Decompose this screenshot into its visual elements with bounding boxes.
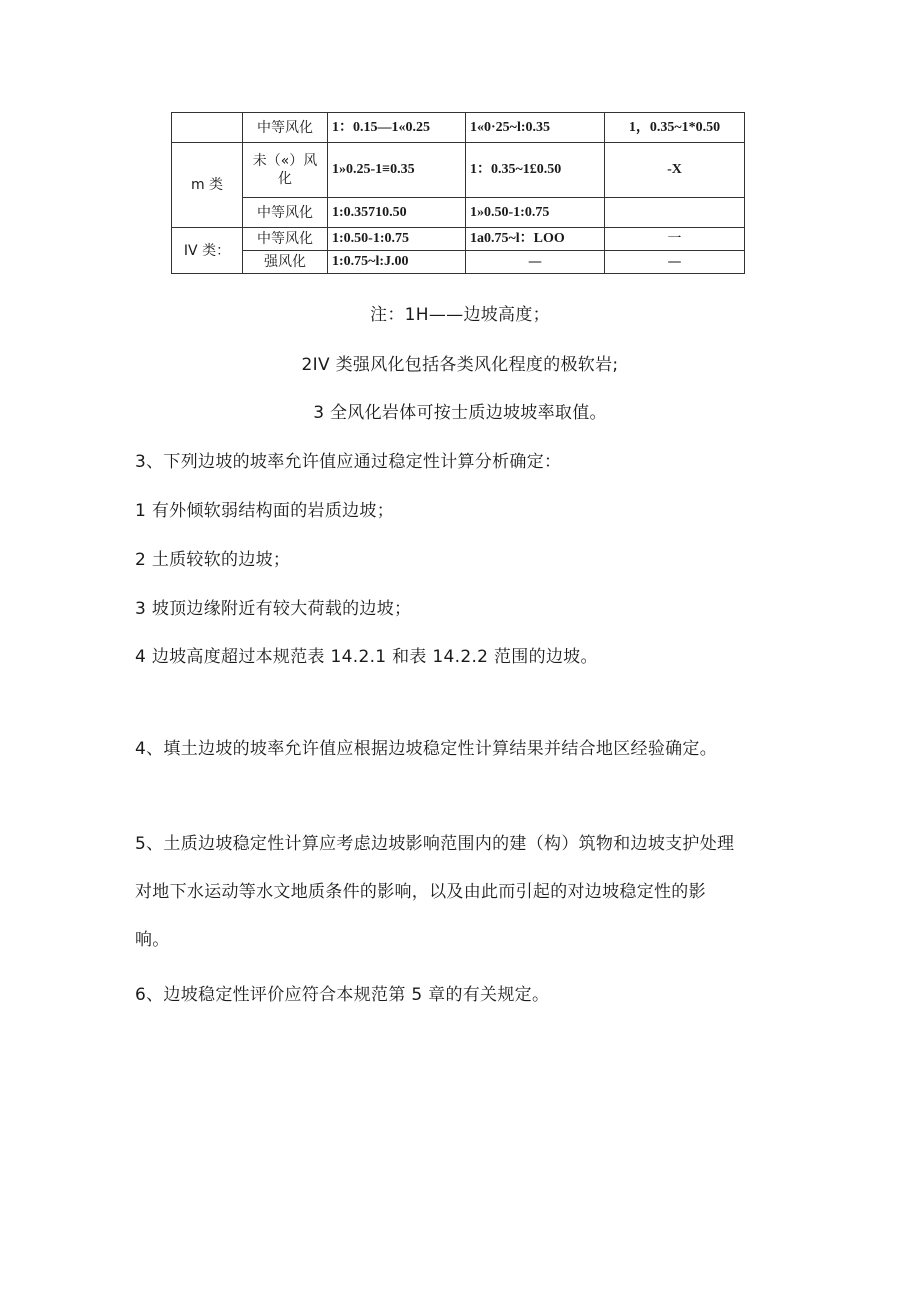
table-row <box>172 113 745 143</box>
table-row <box>172 143 745 198</box>
slope-ratio-h8-cell: 1:0.75~l:J.00 <box>328 251 466 274</box>
weathering-degree-cell: 强风化 <box>243 251 328 274</box>
clause-3-item-2: 2 土质较软的边坡； <box>135 550 291 570</box>
slope-ratio-h8-cell: 1：0.15—1«0.25 <box>328 113 466 143</box>
slope-ratio-h25-cell: — <box>605 251 745 274</box>
weathering-degree-cell: 中等风化 <box>243 113 328 143</box>
weathering-degree-cell: 未（«）风化 <box>243 143 328 198</box>
table-row <box>172 198 745 228</box>
weathering-degree-cell: 中等风化 <box>243 228 328 251</box>
clause-3: 3、下列边坡的坡率允许值应通过稳定性计算分析确定： <box>135 452 562 472</box>
clause-5-line-3: 响。 <box>135 930 170 950</box>
slope-ratio-h8-cell: 1:0.35710.50 <box>328 198 466 228</box>
table-note-1: 注：1H——边坡高度； <box>370 305 550 325</box>
table-row <box>172 228 745 251</box>
slope-ratio-h15-cell: — <box>466 251 605 274</box>
slope-ratio-h25-cell: 一 <box>605 228 745 251</box>
slope-ratio-h15-cell: 1»0.50-1:0.75 <box>466 198 605 228</box>
clause-3-item-4: 4 边坡高度超过本规范表 14.2.1 和表 14.2.2 范围的边坡。 <box>135 647 598 667</box>
rock-class-cell <box>172 113 243 143</box>
clause-5-line-2: 对地下水运动等水文地质条件的影响，以及由此而引起的对边坡稳定性的影 <box>135 882 706 902</box>
slope-ratio-h15-cell: 1«0·25~l:0.35 <box>466 113 605 143</box>
slope-ratio-h15-cell: 1a0.75~l：LOO <box>466 228 605 251</box>
table-note-2: 2IV 类强风化包括各类风化程度的极软岩; <box>301 355 619 375</box>
table-note-3: 3 全风化岩体可按士质边坡坡率取值。 <box>313 403 607 423</box>
clause-3-item-3: 3 坡顶边缘附近有较大荷载的边坡； <box>135 599 412 619</box>
clause-5-line-1: 5、土质边坡稳定性计算应考虑边坡影响范围内的建（构）筑物和边坡支护处理 <box>135 834 735 854</box>
slope-ratio-h25-cell <box>605 198 745 228</box>
slope-ratio-h8-cell: 1:0.50-1:0.75 <box>328 228 466 251</box>
slope-ratio-table <box>171 112 745 274</box>
clause-4: 4、填土边坡的坡率允许值应根据边坡稳定性计算结果并结合地区经验确定。 <box>135 739 718 759</box>
weathering-degree-cell: 中等风化 <box>243 198 328 228</box>
rock-class-cell: m 类 <box>172 143 243 228</box>
slope-ratio-h25-cell: 1，0.35~1*0.50 <box>605 113 745 143</box>
clause-6: 6、边坡稳定性评价应符合本规范第 5 章的有关规定。 <box>135 985 550 1005</box>
slope-ratio-h25-cell: -X <box>605 143 745 198</box>
table-row <box>172 251 745 274</box>
slope-ratio-h15-cell: 1：0.35~1£0.50 <box>466 143 605 198</box>
clause-3-item-1: 1 有外倾软弱结构面的岩质边坡； <box>135 501 395 521</box>
slope-ratio-h8-cell: 1»0.25-1≡0.35 <box>328 143 466 198</box>
rock-class-cell: IV 类： <box>172 228 243 274</box>
